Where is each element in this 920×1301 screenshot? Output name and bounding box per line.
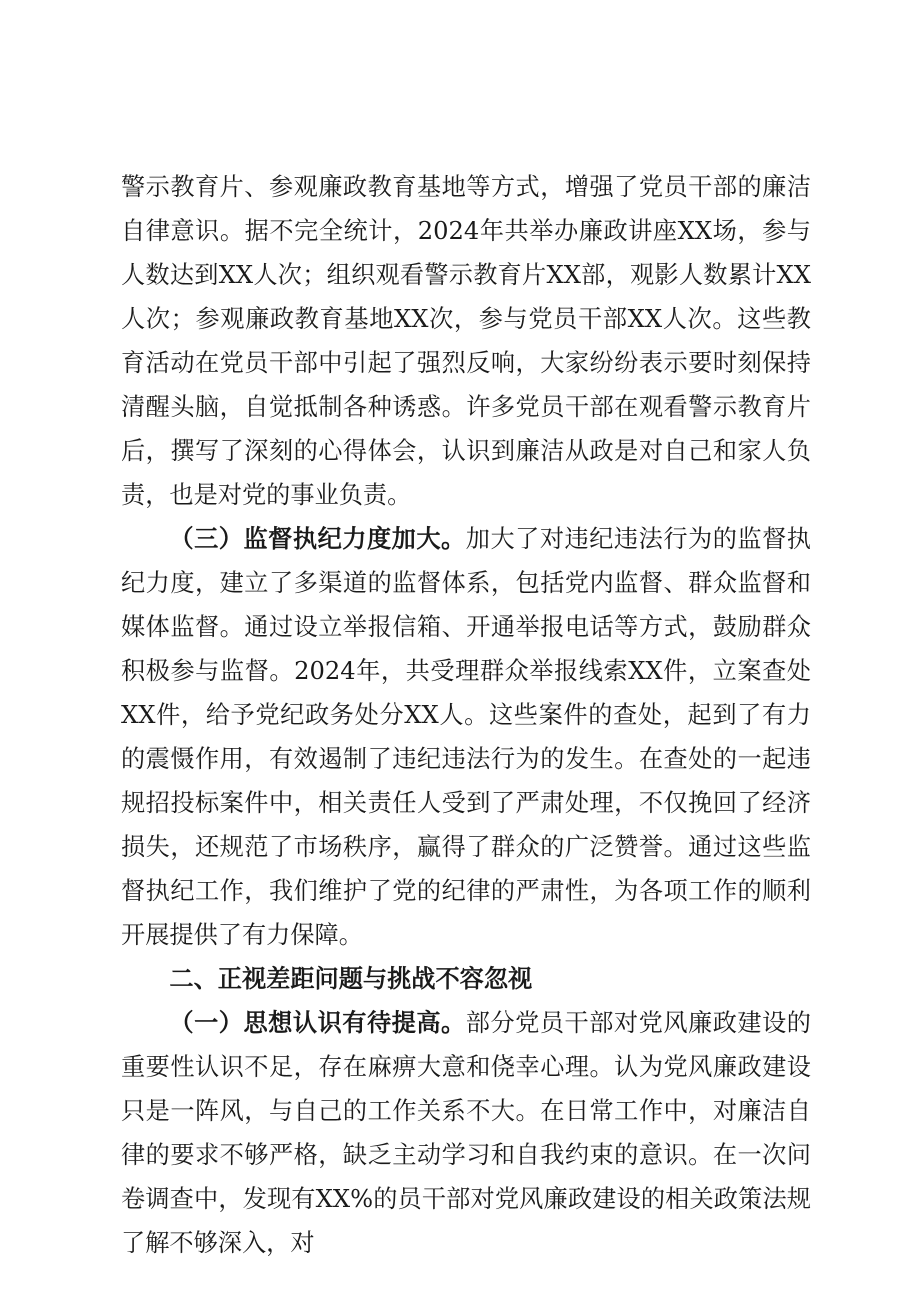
paragraph-ideological-awareness xyxy=(121,1001,811,1265)
paragraph-education-activities xyxy=(121,165,811,517)
section-heading: 二、正视差距问题与挑战不容忽视 xyxy=(169,964,533,993)
paragraph-text: 部分党员干部对党风廉政建设的重要性认识不足，存在麻痹大意和侥幸心理。认为党风廉政建设只是一阵风，与自己的工作关系不大。在日常工作中，对廉洁自律的要求不够严格，缺乏主动学习和自我约束的意识。在一次问卷调查中，发现有XX%的员干部对党风廉政建设的相关政策法规了解不够深入，对 xyxy=(121,1009,811,1257)
document-body xyxy=(121,165,811,1265)
subsection-heading-supervision: （三）监督执纪力度加大。 xyxy=(169,524,466,553)
subsection-heading-awareness: （一）思想认识有待提高。 xyxy=(169,1008,466,1037)
paragraph-text: 加大了对违纪违法行为的监督执纪力度，建立了多渠道的监督体系，包括党内监督、群众监督和媒体监督。通过设立举报信箱、开通举报电话等方式，鼓励群众积极参与监督。2024年，共受理群众举报线索XX件，立案查处XX件，给予党纪政务处分XX人。这些案件的查处，起到了有力的震慑作用，有效遏制了违纪违法行为的发生。在查处的一起违规招投标案件中，相关责任人受到了严肃处理，不仅挽回了经济损失，还规范了市场秩序，赢得了群众的广泛赞誉。通过这些监督执纪工作，我们维护了党的纪律的严肃性，为各项工作的顺利开展提供了有力保障。 xyxy=(121,525,811,949)
paragraph-supervision xyxy=(121,517,811,957)
paragraph-text: 警示教育片、参观廉政教育基地等方式，增强了党员干部的廉洁自律意识。据不完全统计，2024年共举办廉政讲座XX场，参与人数达到XX人次；组织观看警示教育片XX部，观影人数累计XX人次；参观廉政教育基地XX次，参与党员干部XX人次。这些教育活动在党员干部中引起了强烈反响，大家纷纷表示要时刻保持清醒头脑，自觉抵制各种诱惑。许多党员干部在观看警示教育片后，撰写了深刻的心得体会，认识到廉洁从政是对自己和家人负责，也是对党的事业负责。 xyxy=(121,173,811,509)
